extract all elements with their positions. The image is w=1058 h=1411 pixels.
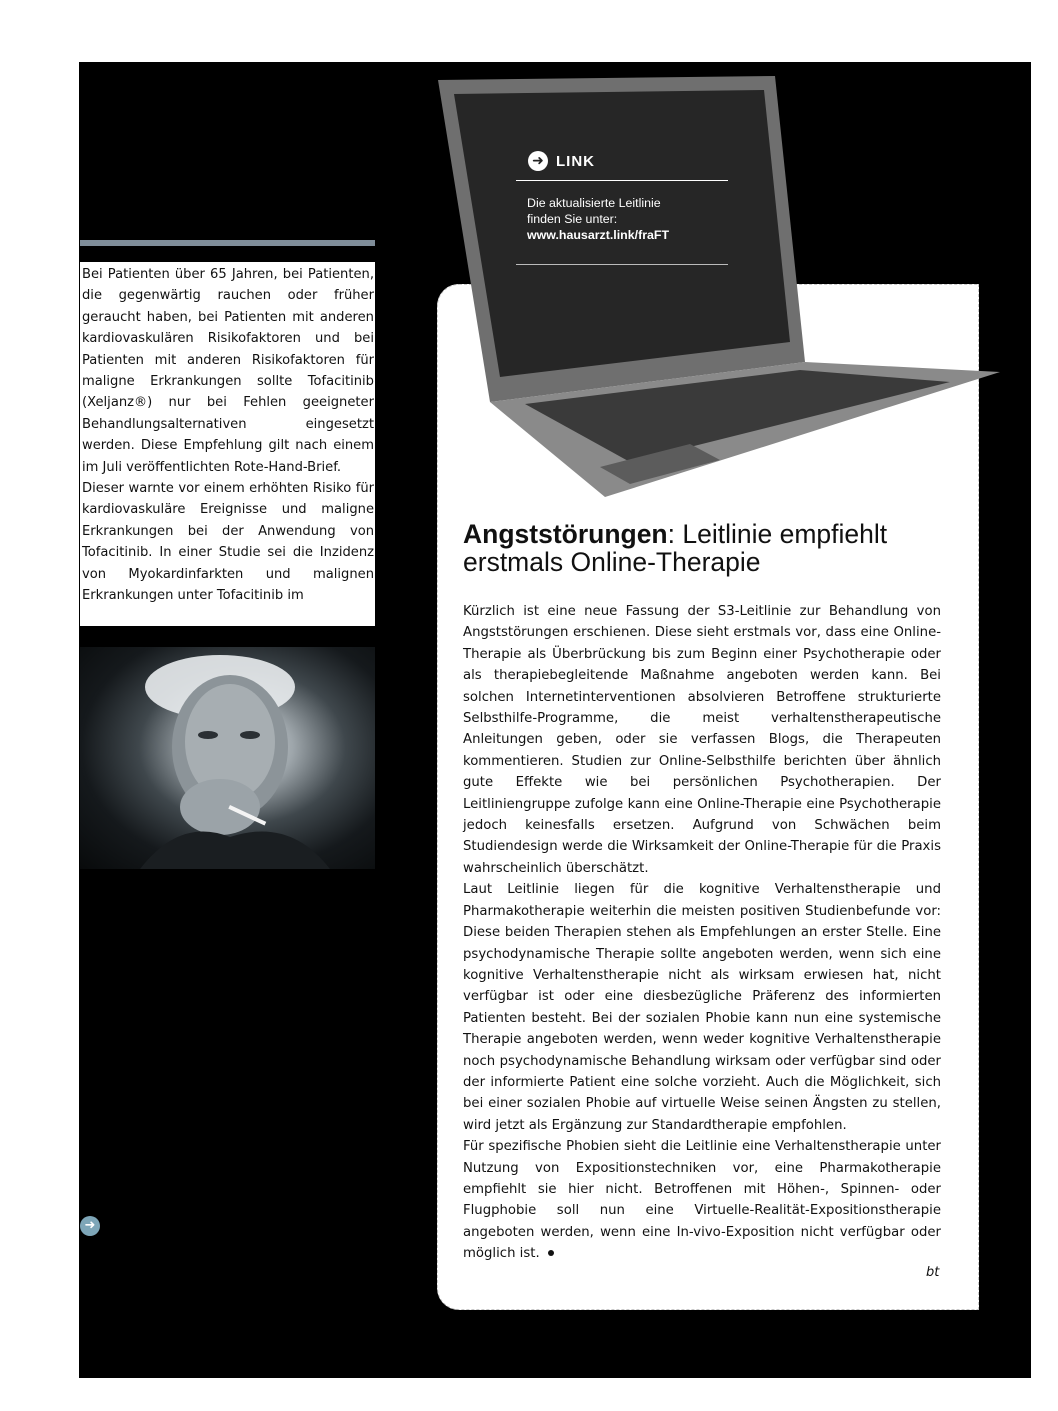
link-rule-bottom <box>516 264 728 265</box>
end-mark <box>548 1250 554 1256</box>
article-paragraph-3-wrap <box>463 1136 941 1264</box>
author-initials: bt <box>926 1265 940 1280</box>
headline-rest: : Leitlinie empfiehlt erstmals Online-Therapie <box>463 519 888 577</box>
article-body <box>463 601 941 1265</box>
link-header <box>516 148 728 174</box>
arrow-right-icon: ➜ <box>528 151 548 171</box>
link-box <box>516 148 728 266</box>
arrow-right-icon-glyph: ➜ <box>84 1218 96 1233</box>
laptop-illustration <box>430 72 1000 504</box>
link-text-line-2: finden Sie unter: <box>527 212 618 226</box>
article-paragraph-2: Laut Leitlinie liegen für die kognitive Verhaltenstherapie und Pharmakotherapie weiterhin die meisten positiven Studienbefunde vor: Diese beiden Therapien stehen als Empfehlungen an erster Stelle. Eine psychodynamische Therapie sollte angeboten werden, wenn sich eine kognitive Verhaltenstherapie nicht als wirksam erwiesen hat, nicht verfügbar ist oder eine diesbezügliche Präferenz des informierten Patienten besteht. Bei der sozialen Phobie kann nun eine systemische Therapie angeboten werden, wenn weder kognitive Verhaltenstherapie noch psychodynamische Behandlung wirksam oder verfügbar sind oder der informierte Patient eine solche vorzieht. Auch die Möglichkeit, sich bei einer sozialen Phobie auf virtuelle Weise seinen Ängsten zu stellen, wird jetzt als Ergänzung zur Standardtherapie empfohlen. <box>463 882 941 1133</box>
article-paragraph-1: Kürzlich ist eine neue Fassung der S3-Leitlinie zur Behandlung von Angststörungen erschienen. Diese sieht erstmals vor, dass eine Online-Therapie als Überbrückung bis zum Beginn einer Psychotherapie oder als therapiebegleitende Maßnahme angeboten werden kann. Bei solchen Internetinterventionen absolvieren Betroffene strukturierte Selbsthilfe-Programme, die meist verhaltenstherapeutische Anleitungen geben, oder sie verfassen Blogs, die Therapeuten kommentieren. Studien zur Online-Selbsthilfe berichten über ähnlich gute Effekte wie bei persönlichen Psychotherapien. Der Leitliniengruppe zufolge kann eine Online-Therapie eine Psychotherapie jedoch keinesfalls ersetzen. Aufgrund von Schwächen beim Studiendesign werde die Wirksamkeit der Online-Therapie für die Praxis wahrscheinlich überschätzt. <box>463 604 941 876</box>
link-label: LINK <box>556 152 595 170</box>
left-paragraph-2: Dieser warnte vor einem erhöhten Risiko für kardiovaskuläre Ereignisse und maligne Erkrankungen bei der Anwendung von Tofacitinib. In einer Studie sei die Inzidenz von Myokardinfarkten und malignen Erkrankungen unter Tofacitinib im <box>82 481 374 604</box>
divider-rule <box>80 240 375 246</box>
smoking-man-photo <box>80 647 375 869</box>
left-paragraph-1: Bei Patienten über 65 Jahren, bei Patienten, die gegenwärtig rauchen oder früher geraucht haben, bei Patienten mit anderen kardiovaskulären Risikofaktoren und bei Patienten mit anderen Risikofaktoren für maligne Erkrankungen sollte Tofacitinib (Xeljanz®) nur bei Fehlen geeigneter Behandlungsalternativen eingesetzt werden. Diese Empfehlung gilt nach einem im Juli veröffentlichten Rote-Hand-Brief. <box>82 267 374 475</box>
link-text <box>516 181 728 243</box>
article-headline <box>463 520 953 576</box>
link-text-line-1: Die aktualisierte Leitlinie <box>527 196 661 210</box>
guideline-link[interactable]: www.hausarzt.link/fraFT <box>527 228 670 242</box>
headline-bold: Angststörungen <box>463 519 668 549</box>
article-paragraph-3: Für spezifische Phobien sieht die Leitlinie eine Verhaltenstherapie unter Nutzung von Expositionstechniken vor, eine Pharmakotherapie empfiehlt sie hier nicht. Betroffenen mit Höhen-, Spinnen- oder Flugphobie soll nun eine Virtuelle-Realität-Expositionstherapie angeboten werden, wenn eine In-vivo-Exposition nicht verfügbar oder möglich ist. <box>463 1139 941 1262</box>
left-article-text <box>80 262 375 626</box>
